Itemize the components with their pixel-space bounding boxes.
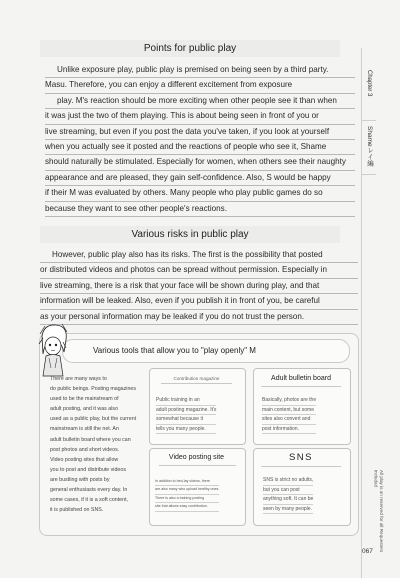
points-line-6: when you actually see it posted and the reactions of people who see it, Shame: [45, 140, 355, 155]
points-paragraph: [45, 63, 355, 217]
panel-video-posting-site-line-3: There is also a training posting: [155, 495, 219, 503]
panel-adult-bulletin-board-text: [262, 396, 316, 434]
panel-sns-line-4: seen by many people.: [263, 505, 313, 515]
panel-contribution-magazine-line-4: tells you many people.: [156, 425, 216, 435]
points-line-9: if their M was evaluated by others. Many people who play public games do so: [45, 186, 355, 201]
page-number: 067: [362, 548, 373, 555]
risks-paragraph: [40, 248, 358, 325]
tools-intro-line-14: it is published on SNS.: [50, 507, 104, 514]
points-line-10: because they want to see other people's reactions.: [45, 202, 355, 217]
chapter-label: Chapter 3: [366, 70, 372, 97]
tools-intro-line-5: used as a public play, but the current: [50, 416, 137, 423]
points-line-4: it was just the two of them playing. This is about being seen in front of you or: [45, 109, 355, 124]
panel-contribution-magazine-line-3: somewhat because it: [156, 415, 216, 425]
points-line-2: Masu. Therefore, you can enjoy a different excitement from exposure: [45, 78, 355, 93]
panel-adult-bulletin-board-rule: [261, 386, 341, 387]
risks-line-2: or distributed videos and photos can be spread without permission. Especially in: [40, 263, 358, 278]
panel-sns-text: [263, 476, 313, 514]
panel-adult-bulletin-board-line-3: sites also convert and: [262, 415, 316, 425]
chapter-divider-2: [362, 174, 376, 175]
tools-intro-text: [50, 374, 142, 515]
points-line-7: should naturally be stimulated. Especially for women, when others see their naughty: [45, 155, 355, 170]
panel-sns-line-1: SNS is strict no adults,: [263, 476, 313, 486]
points-line-1: Unlike exposure play, public play is premised on being seen by a third party.: [45, 63, 355, 78]
tools-title: Various tools that allow you to "play openly" M: [62, 339, 350, 363]
panel-video-posting-site-rule: [159, 465, 236, 466]
tools-intro-line-4: adult posting, and it was also: [50, 406, 119, 413]
tools-intro-line-10: you to post and distribute videos: [50, 466, 126, 473]
points-line-8: appearance and are pleased, they gain self-confidence. Also, S would be happy: [45, 171, 355, 186]
manga-character-illustration: [36, 322, 70, 378]
panel-contribution-magazine-line-2: adult posting magazine. It's: [156, 406, 216, 416]
panel-video-posting-site-line-2: are also many who upload healthy ones.: [155, 486, 219, 494]
panel-adult-bulletin-board-line-1: Basically, photos are the: [262, 396, 316, 406]
panel-sns-line-2: but you can post: [263, 486, 313, 496]
panel-contribution-magazine-text: [156, 396, 216, 434]
panel-adult-bulletin-board-heading: Adult bulletin board: [271, 375, 331, 382]
panel-contribution-magazine-rule: [161, 383, 232, 384]
panel-video-posting-site-heading: Video posting site: [168, 454, 225, 461]
panel-contribution-magazine-line-1: Public training in an: [156, 396, 216, 406]
panel-adult-bulletin-board-line-2: main content, but some: [262, 406, 316, 416]
tools-intro-line-11: are bustling with posts by: [50, 476, 110, 483]
risks-heading: Various risks in public play: [40, 226, 340, 243]
tools-intro-line-8: post photos and short videos.: [50, 446, 120, 453]
tools-intro-line-6: mainstream is still the net. An: [50, 426, 119, 433]
risks-line-4: information will be leaked. Also, even if you publish it in front of you, be careful: [40, 294, 358, 309]
panel-sns-line-3: anything soft. It can be: [263, 495, 313, 505]
side-note: All play is on reserved for all Requesters included: [373, 470, 384, 553]
tools-intro-line-3: used to be the mainstream of: [50, 396, 119, 403]
tools-intro-line-13: some cases, if it is a soft content,: [50, 497, 129, 504]
panel-adult-bulletin-board-line-4: post information.: [262, 425, 316, 435]
panel-video-posting-site-line-4: site that allows easy contribution.: [155, 503, 219, 511]
panel-sns-heading: SNS: [288, 452, 314, 463]
panel-video-posting-site-line-1: In addition to bed-lay videos, there: [155, 478, 219, 486]
panel-video-posting-site-text: [155, 478, 219, 512]
tools-intro-line-1: There are many ways to: [50, 376, 107, 382]
risks-line-1: However, public play also has its risks. The first is the possibility that posted: [40, 248, 358, 263]
chapter-divider: [362, 120, 376, 121]
panel-sns-rule: [261, 466, 341, 467]
chapter-title: Shameレイ編: [366, 126, 373, 167]
tools-intro-line-9: Video posting sites that allow: [50, 456, 119, 463]
risks-line-3: live streaming, there is a risk that your face will be shown during play, and that: [40, 279, 358, 294]
tools-intro-line-12: general enthusiasts every day. In: [50, 487, 128, 494]
risks-line-5: as your personal information may be leaked if you do not trust the person.: [40, 310, 358, 325]
tools-intro-line-2: do public beings. Posting magazines: [50, 386, 136, 393]
tools-intro-line-7: adult bulletin board where you can: [50, 436, 131, 443]
points-line-5: live streaming, but even if you post the data you've taken, if you look at yourself: [45, 125, 355, 140]
points-heading: Points for public play: [40, 40, 340, 57]
points-line-3: play. M's reaction should be more exciting when other people see it than when: [45, 94, 355, 109]
panel-contribution-magazine-heading: Contribution magazine: [173, 376, 220, 381]
